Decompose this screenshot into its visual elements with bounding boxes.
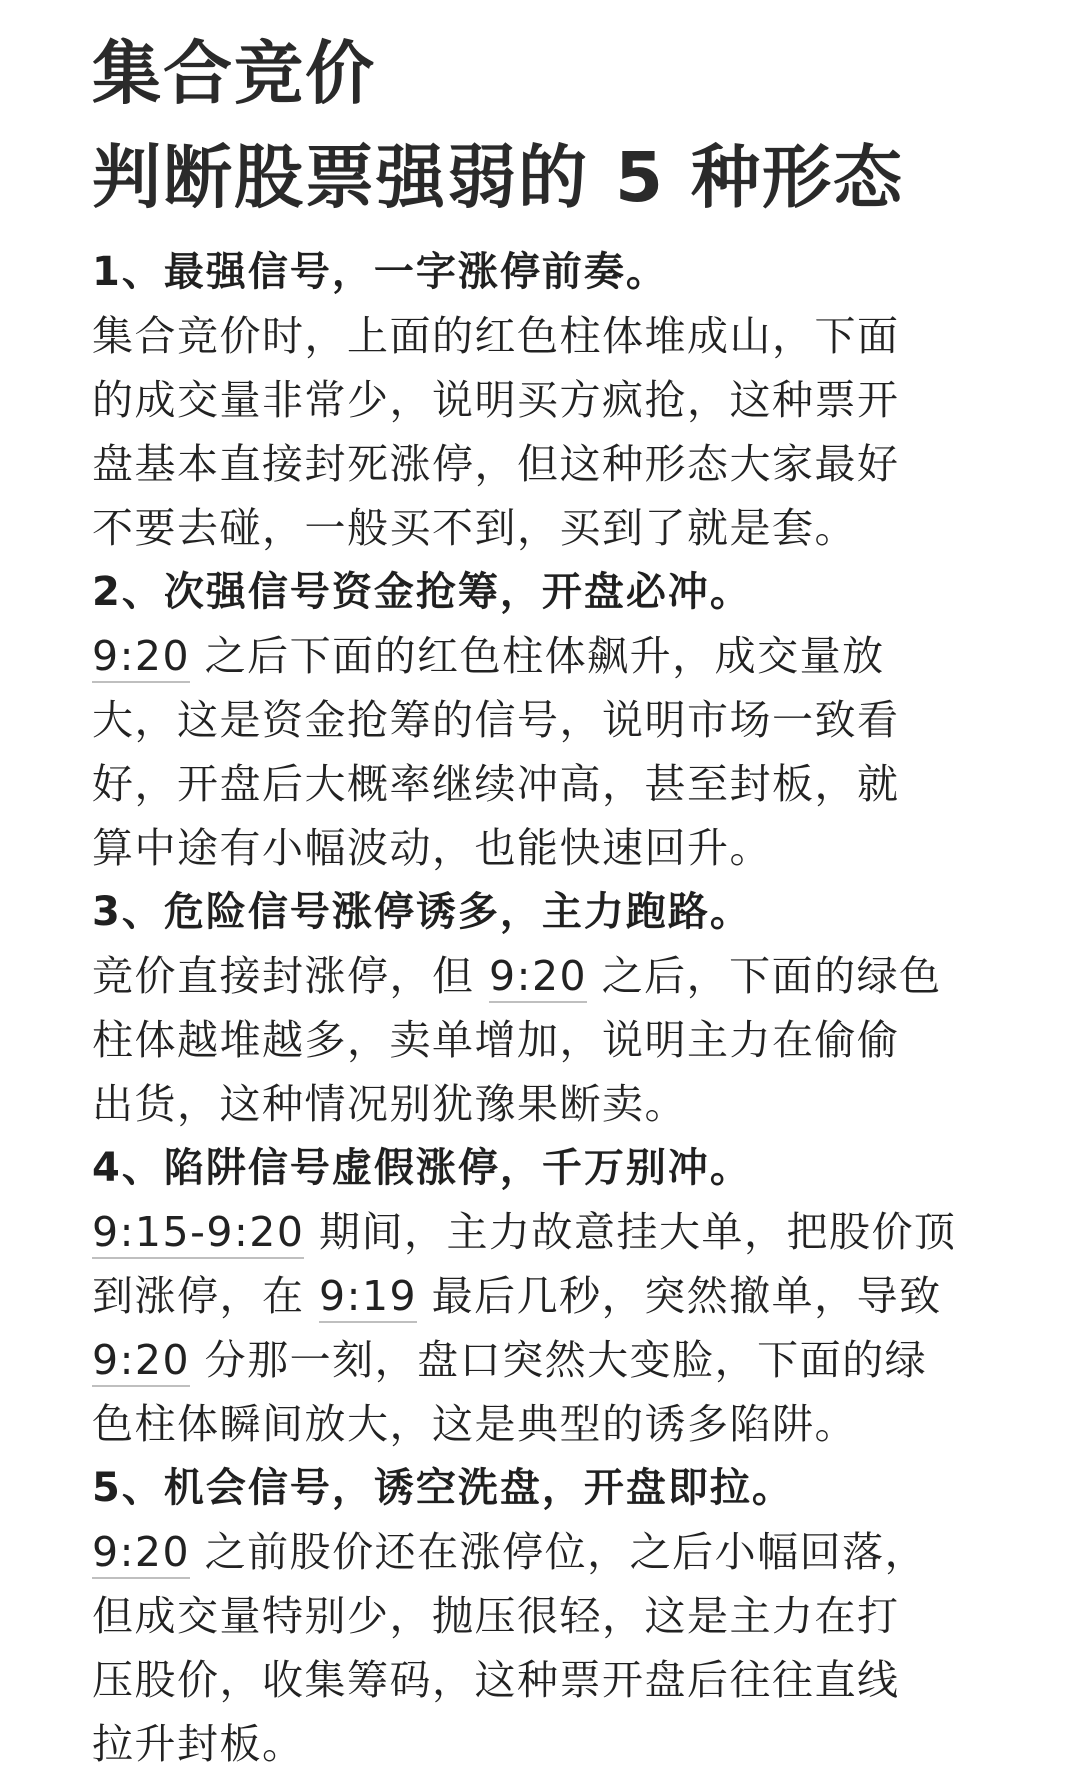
body-line [92,1392,1020,1456]
text-after: 最后几秒，突然撤单，导致 [417,1272,942,1320]
body-line [92,1712,1020,1776]
body-line [92,752,1020,816]
section-body [92,304,1020,560]
text-after: 拉升封板。 [92,1720,305,1768]
time-mark: 9:20 [92,632,190,683]
section-heading: 2、次强信号资金抢筹，开盘必冲。 [92,569,752,615]
text-after: 算中途有小幅波动，也能快速回升。 [92,824,772,872]
section-body [92,1200,1020,1456]
text-after: 大，这是资金抢筹的信号，说明市场一致看 [92,696,900,744]
title-line-1: 集合竞价 [92,34,376,114]
section-heading: 1、最强信号，一字涨停前奏。 [92,249,668,295]
body-line [92,944,1020,1008]
text-after: 的成交量非常少，说明买方疯抢，这种票开 [92,376,900,424]
section-body [92,624,1020,880]
text-after: 柱体越堆越多，卖单增加，说明主力在偷偷 [92,1016,900,1064]
body-line [92,688,1020,752]
section-body [92,944,1020,1136]
section-heading: 5、机会信号，诱空洗盘，开盘即拉。 [92,1465,794,1511]
text-after: 压股价，收集筹码，这种票开盘后往往直线 [92,1656,900,1704]
time-mark: 9:20 [92,1528,190,1579]
text-before: 竞价直接封涨停，但 [92,952,490,1000]
body-line [92,1520,1020,1584]
body-line [92,1200,1020,1264]
time-mark: 9:20 [489,952,587,1003]
section-body [92,1520,1020,1776]
body-line [92,1584,1020,1648]
text-after: 出货，这种情况别犹豫果断卖。 [92,1080,687,1128]
time-mark: 9:19 [319,1272,417,1323]
text-after: 盘基本直接封死涨停，但这种形态大家最好 [92,440,900,488]
text-after: 分那一刻，盘口突然大变脸，下面的绿 [190,1336,928,1384]
body-line [92,816,1020,880]
text-after: 之前股价还在涨停位，之后小幅回落， [190,1528,928,1576]
body-line [92,1328,1020,1392]
text-before: 到涨停，在 [92,1272,320,1320]
body-line [92,368,1020,432]
text-after: 不要去碰，一般买不到，买到了就是套。 [92,504,857,552]
text-after: 色柱体瞬间放大，这是典型的诱多陷阱。 [92,1400,857,1448]
text-after: 之后，下面的绿色 [587,952,942,1000]
sections [92,240,1020,1776]
text-after: 好，开盘后大概率继续冲高，甚至封板，就 [92,760,900,808]
section-heading: 4、陷阱信号虚假涨停，千万别冲。 [92,1145,752,1191]
time-mark: 9:20 [92,1336,190,1387]
body-line [92,1008,1020,1072]
text-after: 期间，主力故意挂大单，把股价顶 [304,1208,957,1256]
body-line [92,624,1020,688]
body-line [92,304,1020,368]
time-mark: 9:15-9:20 [92,1208,304,1259]
text-after: 但成交量特别少，抛压很轻，这是主力在打 [92,1592,900,1640]
text-after: 之后下面的红色柱体飙升，成交量放 [190,632,885,680]
body-line [92,432,1020,496]
body-line [92,496,1020,560]
title-line-2: 判断股票强弱的 5 种形态 [92,138,905,218]
text-after: 集合竞价时，上面的红色柱体堆成山，下面 [92,312,900,360]
body-line [92,1264,1020,1328]
body-line [92,1072,1020,1136]
section-heading: 3、危险信号涨停诱多，主力跑路。 [92,889,752,935]
body-line [92,1648,1020,1712]
